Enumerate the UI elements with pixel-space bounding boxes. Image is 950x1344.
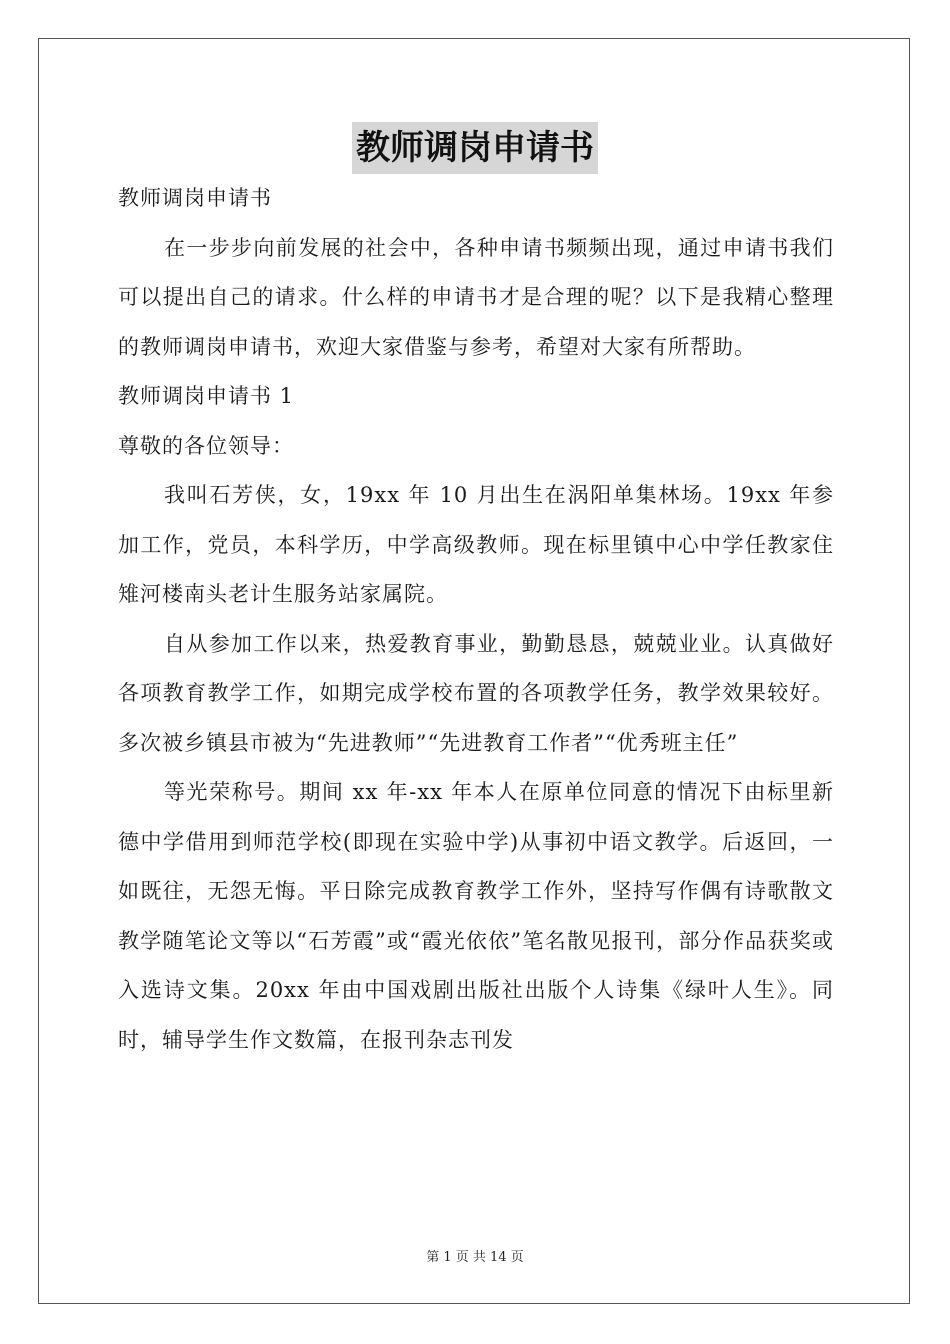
document-title-text: 教师调岗申请书 <box>352 122 598 174</box>
paragraph: 自从参加工作以来，热爱教育事业，勤勤恳恳，兢兢业业。认真做好各项教育教学工作，如期完成学校布置的各项教学任务，教学效果较好。多次被乡镇县市被为“先进教师”“先进教育工作者”“优秀班主任” <box>118 631 834 755</box>
paragraph: 等光荣称号。期间 xx 年-xx 年本人在原单位同意的情况下由标里新德中学借用到师范学校(即现在实验中学)从事初中语文教学。后返回，一如既往，无怨无悔。平日除完成教育教学工作外，坚持写作偶有诗歌散文教学随笔论文等以“石芳霞”或“霞光依依”笔名散见报刊，部分作品获奖或入选诗文集。20xx 年由中国戏剧出版社出版个人诗集《绿叶人生》。同时，辅导学生作文数篇，在报刊杂志刊发 <box>118 780 834 1052</box>
document-body <box>118 174 834 1065</box>
paragraph: 尊敬的各位领导： <box>118 433 294 458</box>
paragraph: 我叫石芳侠，女，19xx 年 10 月出生在涡阳单集林场。19xx 年参加工作，党员，本科学历，中学高级教师。现在标里镇中心中学任教家住雉河楼南头老计生服务站家属院。 <box>118 483 834 606</box>
paragraph: 教师调岗申请书 1 <box>118 384 295 408</box>
document-title <box>0 122 950 174</box>
paragraph: 教师调岗申请书 <box>118 186 272 210</box>
page-footer <box>0 1246 950 1265</box>
page-number: 第 1 页 共 14 页 <box>426 1250 524 1265</box>
paragraph: 在一步步向前发展的社会中，各种申请书频频出现，通过申请书我们可以提出自己的请求。什么样的申请书才是合理的呢？以下是我精心整理的教师调岗申请书，欢迎大家借鉴与参考，希望对大家有所帮助。 <box>118 235 834 359</box>
